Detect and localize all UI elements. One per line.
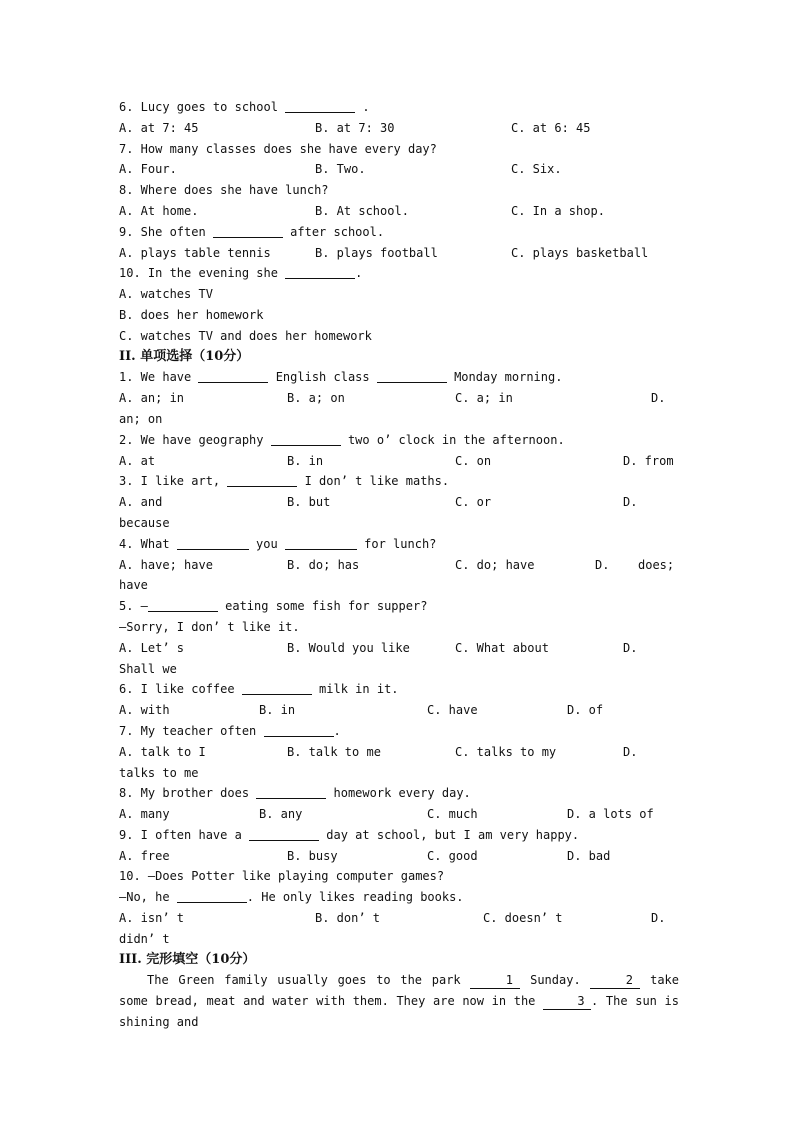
mc-options-3	[119, 492, 679, 513]
answer-blank[interactable]	[249, 827, 319, 841]
option-d[interactable]: D.	[623, 640, 638, 655]
option-a[interactable]: A. isn’ t	[119, 911, 185, 926]
option-b[interactable]: B. at 7: 30	[315, 120, 395, 135]
options-9	[119, 243, 679, 264]
option-d[interactable]: D. a lots of	[567, 807, 654, 822]
answer-blank[interactable]	[271, 432, 341, 446]
cloze-blank-1[interactable]: 1	[470, 973, 520, 989]
option-a[interactable]: A. plays table tennis	[119, 245, 271, 260]
mc-options-10	[119, 908, 679, 929]
mc-question-2: 2. We have geography two o’ clock in the afternoon.	[119, 432, 565, 447]
answer-blank[interactable]	[285, 265, 355, 279]
option-b[interactable]: B. don’ t	[315, 911, 381, 926]
mc-options-9	[119, 846, 679, 867]
question-9: 9. She often after school.	[119, 224, 385, 239]
options-7	[119, 159, 679, 180]
answer-blank[interactable]	[285, 99, 355, 113]
option-d-text: have	[119, 578, 148, 593]
mc-options-2	[119, 451, 679, 472]
option-a[interactable]: A. Let’ s	[119, 640, 185, 655]
option-a[interactable]: A. with	[119, 703, 170, 718]
option-b[interactable]: B. Would you like	[287, 640, 410, 655]
answer-blank[interactable]	[148, 598, 218, 612]
option-c[interactable]: C. do; have	[455, 557, 535, 572]
option-d-text: didn’ t	[119, 931, 170, 946]
mc-options-1	[119, 388, 679, 409]
option-b[interactable]: B. in	[287, 453, 324, 468]
mc-question-10: 10. —Does Potter like playing computer games?	[119, 869, 445, 884]
option-d[interactable]: D. bad	[567, 848, 611, 863]
section-heading-iii: III. 完形填空（10分）	[119, 951, 256, 967]
cloze-passage: The Green family usually goes to the park 1 Sunday. 2 take some bread, meat and water with them. They are now in the 3 . The sun is shining and	[119, 973, 680, 1030]
option-c[interactable]: C. talks to my	[455, 744, 557, 759]
options-6	[119, 118, 679, 139]
mc-question-4: 4. What you for lunch?	[119, 536, 437, 551]
mc-question-9: 9. I often have a day at school, but I am very happy.	[119, 827, 580, 842]
option-d[interactable]: D.	[651, 911, 666, 926]
option-b[interactable]: B. but	[287, 495, 331, 510]
mc-options-6	[119, 700, 679, 721]
option-c[interactable]: C. plays basketball	[511, 245, 649, 260]
option-b[interactable]: B. Two.	[315, 162, 366, 177]
option-c[interactable]: C. much	[427, 807, 478, 822]
option-a[interactable]: A. and	[119, 495, 163, 510]
option-b[interactable]: B. talk to me	[287, 744, 381, 759]
option-c[interactable]: C. or	[455, 495, 492, 510]
option-a[interactable]: A. at 7: 45	[119, 120, 199, 135]
question-8: 8. Where does she have lunch?	[119, 183, 329, 198]
option-a[interactable]: A. an; in	[119, 391, 185, 406]
option-d-text: does;	[638, 557, 675, 572]
option-c[interactable]: C. a; in	[455, 391, 513, 406]
option-d[interactable]: D.	[623, 744, 638, 759]
option-c[interactable]: C. Six.	[511, 162, 562, 177]
option-b[interactable]: B. busy	[287, 848, 338, 863]
option-a[interactable]: A. watches TV	[119, 287, 213, 302]
mc-options-7	[119, 742, 679, 763]
option-a[interactable]: A. at	[119, 453, 156, 468]
option-d[interactable]: D. of	[567, 703, 604, 718]
mc-question-8: 8. My brother does homework every day.	[119, 786, 471, 801]
option-a[interactable]: A. At home.	[119, 203, 199, 218]
cloze-blank-3[interactable]: 3	[543, 994, 591, 1010]
answer-blank[interactable]	[227, 473, 297, 487]
mc-question-1: 1. We have English class Monday morning.	[119, 370, 563, 385]
exam-page	[119, 97, 679, 1033]
option-b[interactable]: B. At school.	[315, 203, 409, 218]
answer-blank[interactable]	[177, 889, 247, 903]
option-d[interactable]: D.	[651, 391, 666, 406]
question-6: 6. Lucy goes to school .	[119, 100, 370, 114]
option-c[interactable]: C. good	[427, 848, 478, 863]
answer-blank[interactable]	[198, 369, 268, 383]
option-c[interactable]: C. What about	[455, 640, 549, 655]
option-b[interactable]: B. any	[259, 807, 303, 822]
option-d-text: talks to me	[119, 765, 199, 780]
option-a[interactable]: A. have; have	[119, 557, 213, 572]
option-d-text: Shall we	[119, 661, 177, 676]
question-10: 10. In the evening she .	[119, 266, 363, 281]
option-a[interactable]: A. many	[119, 807, 170, 822]
mc-question-7: 7. My teacher often .	[119, 723, 341, 738]
answer-blank[interactable]	[177, 536, 249, 550]
option-d[interactable]: D. from	[623, 453, 674, 468]
option-b[interactable]: B. does her homework	[119, 307, 264, 322]
option-c[interactable]: C. watches TV and does her homework	[119, 328, 372, 343]
mc-question-6: 6. I like coffee milk in it.	[119, 682, 399, 697]
option-d[interactable]: D.	[623, 495, 638, 510]
option-d-text: an; on	[119, 411, 163, 426]
option-c[interactable]: C. doesn’ t	[483, 911, 563, 926]
mc-options-5	[119, 638, 679, 659]
mc-question-5: 5. — eating some fish for supper?	[119, 599, 428, 614]
options-8	[119, 201, 679, 222]
option-c[interactable]: C. have	[427, 703, 478, 718]
option-c[interactable]: C. at 6: 45	[511, 120, 591, 135]
reply-line: —No, he . He only likes reading books.	[119, 890, 464, 905]
mc-options-4	[119, 555, 679, 576]
cloze-blank-2[interactable]: 2	[590, 973, 640, 989]
answer-blank[interactable]	[377, 369, 447, 383]
answer-blank[interactable]	[213, 224, 283, 238]
option-c[interactable]: C. In a shop.	[511, 203, 605, 218]
answer-blank[interactable]	[264, 723, 334, 737]
option-b[interactable]: B. do; has	[287, 557, 360, 572]
option-b[interactable]: B. in	[259, 703, 296, 718]
option-a[interactable]: A. free	[119, 848, 170, 863]
option-d[interactable]: D.	[595, 557, 610, 572]
question-7: 7. How many classes does she have every day?	[119, 141, 437, 156]
option-a[interactable]: A. talk to I	[119, 744, 206, 759]
mc-question-3: 3. I like art, I don’ t like maths.	[119, 474, 450, 489]
option-a[interactable]: A. Four.	[119, 162, 177, 177]
mc-options-8	[119, 804, 679, 825]
section-heading-ii: II. 单项选择（10分）	[119, 348, 250, 364]
answer-blank[interactable]	[242, 681, 312, 695]
option-c[interactable]: C. on	[455, 453, 492, 468]
option-b[interactable]: B. a; on	[287, 391, 345, 406]
option-b[interactable]: B. plays football	[315, 245, 438, 260]
option-d-text: because	[119, 515, 170, 530]
answer-blank[interactable]	[256, 785, 326, 799]
answer-blank[interactable]	[285, 536, 357, 550]
reply-line: —Sorry, I don’ t like it.	[119, 619, 300, 634]
